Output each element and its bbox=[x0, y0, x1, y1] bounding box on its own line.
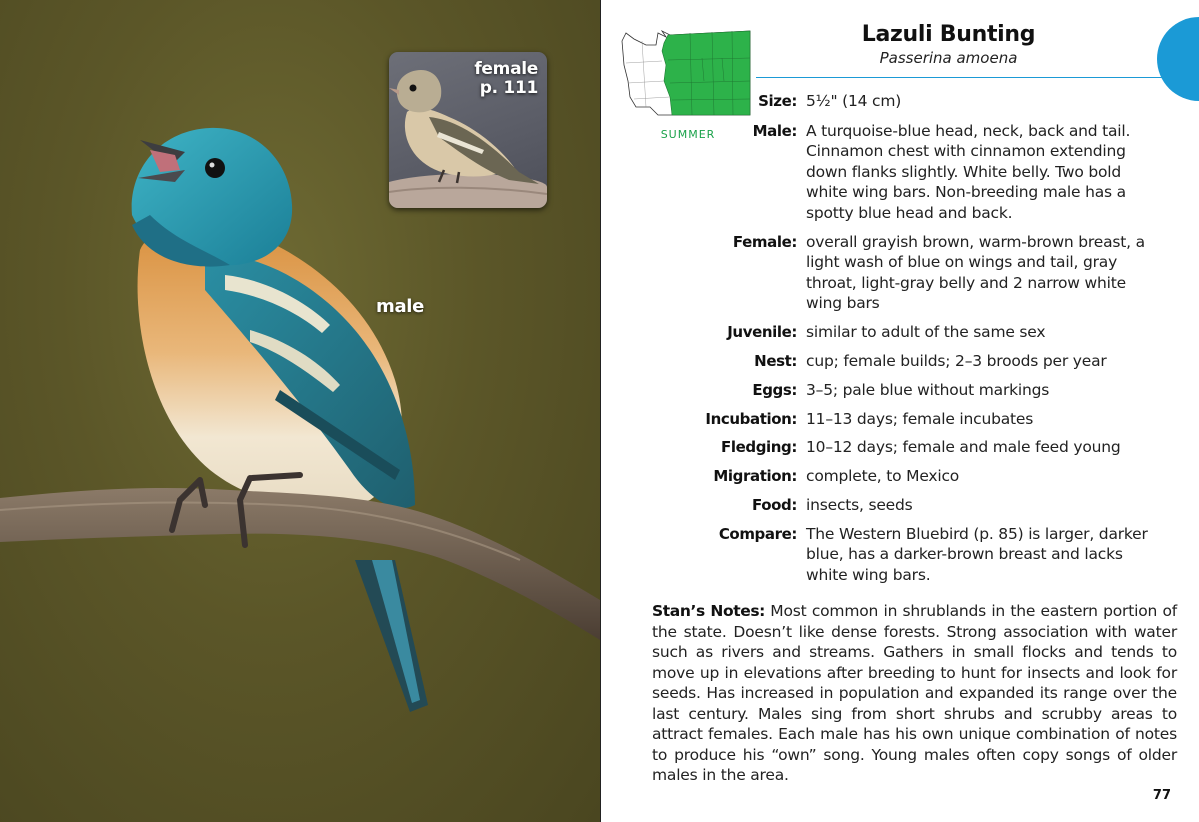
fact-value: A turquoise-blue head, neck, back and tail. Cinnamon chest with cinnamon extending down flanks slightly. White belly. Two bold white wing bars. Non-breeding male has a spotty blue head and back. bbox=[806, 122, 1131, 222]
fact-value: The Western Bluebird (p. 85) is larger, darker blue, has a darker-brown breast and lacks white wing bars. bbox=[806, 525, 1148, 584]
fact-value: insects, seeds bbox=[806, 496, 913, 514]
fact-label: Male: bbox=[752, 122, 797, 140]
page-number: 77 bbox=[1152, 788, 1171, 803]
fact-label: Size: bbox=[758, 92, 797, 110]
fact-label: Compare: bbox=[718, 525, 797, 543]
fact-value: 11–13 days; female incubates bbox=[806, 410, 1034, 428]
notes-label: Stan’s Notes: bbox=[652, 602, 765, 620]
female-inset-photo[interactable] bbox=[389, 52, 547, 208]
fact-label: Incubation: bbox=[705, 410, 797, 428]
common-name: Lazuli Bunting bbox=[861, 22, 1036, 47]
map-season-label: SUMMER bbox=[660, 128, 716, 141]
fact-value: 3–5; pale blue without markings bbox=[806, 381, 1050, 399]
male-label: male bbox=[376, 296, 425, 317]
inset-caption bbox=[474, 60, 538, 98]
fact-label: Nest: bbox=[754, 352, 797, 370]
fact-value: 10–12 days; female and male feed young bbox=[806, 438, 1121, 456]
fact-label: Juvenile: bbox=[727, 323, 797, 341]
fact-label: Migration: bbox=[713, 467, 797, 485]
fact-value: cup; female builds; 2–3 broods per year bbox=[806, 352, 1107, 370]
fact-value: similar to adult of the same sex bbox=[806, 323, 1046, 341]
stans-notes bbox=[652, 601, 1177, 786]
latin-name: Passerina amoena bbox=[879, 49, 1018, 67]
title-rule bbox=[756, 77, 1176, 78]
species-heading bbox=[761, 22, 1136, 67]
fact-label: Food: bbox=[752, 496, 797, 514]
fact-label: Fledging: bbox=[721, 438, 797, 456]
notes-text: Most common in shrublands in the eastern portion of the state. Doesn’t like dense forests. Strong association with water such as rivers and streams. Gathers in small flocks and tends to move up in elevations after breeding to hunt for insects and look for seeds. Has increased in population and expanded its range over the last century. Males sing from short shrubs and scrubby areas to attract females. Each male has his own unique combination of notes to produce his “own” song. Young males often copy songs of older males in the area. bbox=[652, 602, 1177, 784]
fact-value: complete, to Mexico bbox=[806, 467, 960, 485]
inset-caption-sex: female bbox=[474, 59, 538, 79]
washington-range-map bbox=[612, 15, 757, 127]
fact-label: Female: bbox=[732, 233, 797, 251]
color-tab bbox=[1157, 17, 1199, 101]
text-page bbox=[600, 0, 1199, 822]
inset-caption-page-ref: p. 111 bbox=[479, 78, 538, 98]
fact-value: 5½" (14 cm) bbox=[806, 92, 902, 110]
fact-value: overall grayish brown, warm-brown breast, a light wash of blue on wings and tail, gray throat, light-gray belly and 2 narrow white wing bars bbox=[806, 233, 1145, 313]
fact-label: Eggs: bbox=[752, 381, 797, 399]
